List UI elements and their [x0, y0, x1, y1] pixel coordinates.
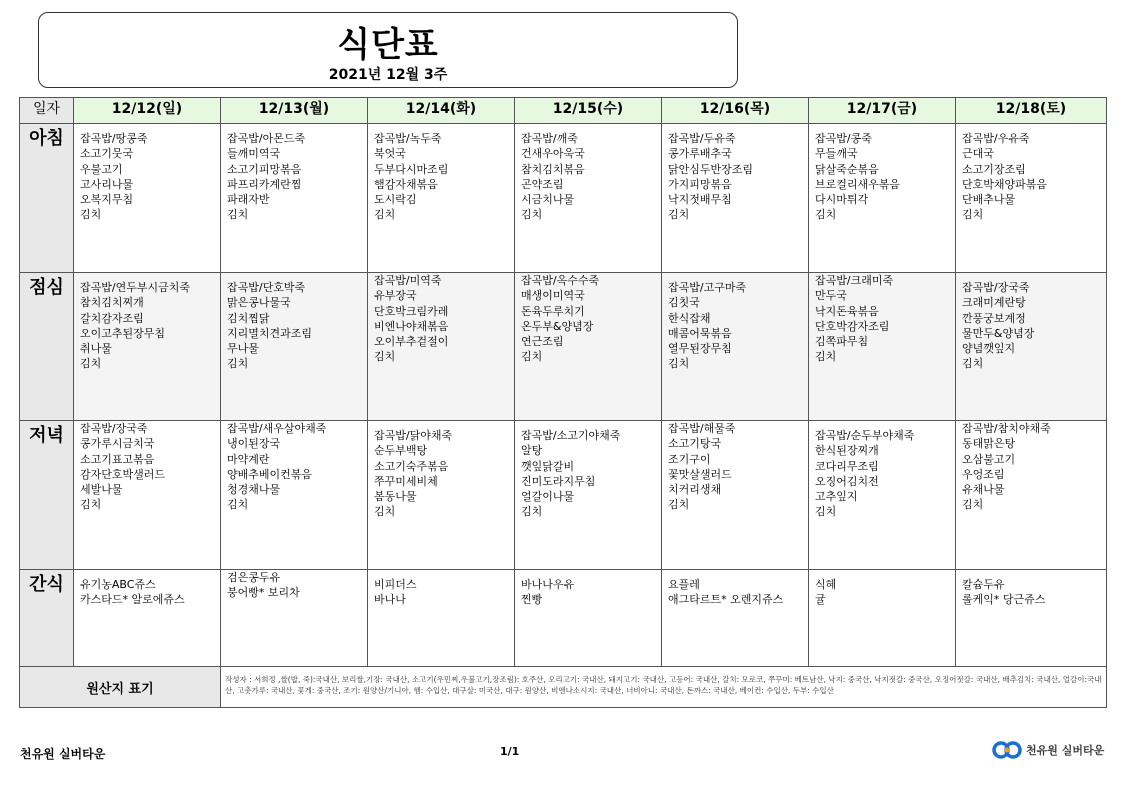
menu-item: 잡곡밥/닭야채죽 — [374, 429, 453, 442]
date-corner-label: 일자 — [20, 98, 74, 124]
menu-item: 바나나우유 — [521, 578, 575, 591]
menu-item: 잡곡밥/깨죽 — [521, 132, 578, 145]
menu-item: 참치김치찌개 — [80, 296, 144, 310]
menu-item: 유채나물 — [962, 483, 1005, 497]
menu-item: 파래자반 — [227, 193, 270, 207]
lunch-row — [20, 273, 1107, 421]
breakfast-row — [20, 124, 1107, 273]
menu-cell — [662, 570, 809, 667]
page-number: 1/1 — [500, 745, 520, 758]
menu-item: 잡곡밥/콩죽 — [815, 132, 872, 145]
menu-item: 소고기뭇국 — [80, 147, 134, 161]
menu-item: 무들깨국 — [815, 147, 858, 161]
menu-item: 오이부추겉절이 — [374, 335, 449, 349]
menu-item: 한식잡채 — [668, 311, 711, 325]
menu-item: 닭살죽순볶음 — [815, 162, 879, 176]
menu-cell — [221, 124, 368, 273]
menu-item: 우엉조림 — [962, 467, 1005, 481]
menu-item: 김치 — [374, 208, 396, 222]
menu-item: 돈육두루치기 — [521, 304, 585, 318]
menu-item: 한식된장찌개 — [815, 444, 879, 458]
menu-item: 매콤어묵볶음 — [668, 326, 732, 340]
menu-item: 잡곡밥/녹두죽 — [374, 132, 442, 145]
menu-item: 도시락김 — [374, 193, 417, 207]
menu-cell — [809, 273, 956, 421]
menu-item: 잡곡밥/고구마죽 — [668, 281, 747, 294]
menu-item: 잡곡밥/우유죽 — [962, 132, 1030, 145]
menu-item: 단호박채양파볶음 — [962, 177, 1048, 191]
menu-item: 치커리생채 — [668, 483, 722, 497]
menu-item: 잡곡밥/순두부야채죽 — [815, 429, 915, 442]
menu-cell — [221, 421, 368, 570]
menu-item: 얼갈이나물 — [521, 490, 575, 504]
menu-cell — [74, 124, 221, 273]
menu-item: 세발나물 — [80, 483, 123, 497]
menu-item: 들깨미역국 — [227, 147, 281, 161]
menu-item: 김치 — [227, 498, 249, 512]
menu-item: 유부장국 — [374, 289, 417, 303]
menu-cell — [956, 273, 1107, 421]
menu-item: 매생이미역국 — [521, 289, 585, 303]
menu-item: 바나나 — [374, 593, 406, 607]
title-box — [38, 12, 738, 88]
origin-text: 작성자 : 서희정 ,쌀(밥, 죽):국내산, 보리쌀,기장: 국내산, 소고기(우민찌,우불고기,장조림): 호주산, 오리고기: 국내산, 돼지고기: 국내산, 고등어: 국내산, 갈치: 모로코, 쭈꾸미: 베트남산, 낙지: 중국산, 낙지젓갈: 중국산, 오징어젓갈: 국내산, 배추김치: 국내산, 얼갈이:국내산, 고춧가루: 국내산, 꽃게: 중국산, 조기: 원양산/기니아, 햄: 수입산, 대구살: 미국산, 대구: 원양산, 비엔나소시지: 국내산, 너비아니: 국내산, 돈까스: 국내산, 베이컨: 수입산, 두부: 수입산 — [221, 667, 1107, 708]
logo-text: 천유원 실버타운 — [1026, 744, 1105, 757]
menu-item: 잡곡밥/새우살야채죽 — [227, 422, 327, 435]
menu-cell — [956, 124, 1107, 273]
menu-item: 잡곡밥/두유죽 — [668, 132, 736, 145]
menu-item: 곤약조림 — [521, 177, 564, 191]
menu-item: 다시마튀각 — [815, 193, 869, 207]
meal-label: 아침 — [20, 124, 74, 273]
origin-row — [20, 667, 1107, 708]
menu-item: 조기구이 — [668, 452, 711, 466]
menu-item: 김치 — [521, 350, 543, 364]
meal-label: 점심 — [20, 273, 74, 421]
menu-item: 깐풍궁보계정 — [962, 311, 1026, 325]
menu-item: 물만두&양념장 — [962, 326, 1035, 340]
menu-cell — [74, 273, 221, 421]
menu-item: 붕어빵* 보리차 — [227, 586, 300, 600]
menu-item: 알탕 — [521, 444, 543, 458]
menu-item: 햄감자채볶음 — [374, 177, 438, 191]
menu-item: 만두국 — [815, 289, 847, 303]
menu-item: 김치 — [962, 208, 984, 222]
menu-item: 김치 — [227, 208, 249, 222]
menu-item: 잡곡밥/장국죽 — [962, 281, 1030, 294]
menu-item: 김치 — [962, 498, 984, 512]
menu-item: 코다리무조림 — [815, 459, 879, 473]
menu-item: 소고기표고볶음 — [80, 452, 155, 466]
menu-cell — [368, 273, 515, 421]
menu-item: 김치찜닭 — [227, 311, 270, 325]
menu-item: 단호박감자조림 — [815, 319, 890, 333]
menu-item: 롤케익* 당근쥬스 — [962, 593, 1046, 607]
menu-cell — [956, 421, 1107, 570]
menu-item: 소고기장조림 — [962, 162, 1026, 176]
footer-logo — [992, 737, 1104, 763]
menu-item: 온두부&양념장 — [521, 319, 594, 333]
menu-item: 잡곡밥/단호박죽 — [227, 281, 306, 294]
menu-item: 동태맑은탕 — [962, 437, 1016, 451]
menu-item: 잡곡밥/연두부시금치죽 — [80, 281, 190, 294]
menu-item: 쭈꾸미세비체 — [374, 474, 438, 488]
menu-item: 잡곡밥/미역죽 — [374, 274, 442, 287]
menu-item: 김치 — [227, 357, 249, 371]
menu-item: 김치 — [668, 208, 690, 222]
menu-item: 근대국 — [962, 147, 994, 161]
menu-item: 잡곡밥/아몬드죽 — [227, 132, 306, 145]
menu-item: 연근조림 — [521, 335, 564, 349]
menu-item: 무나물 — [227, 342, 259, 356]
meal-label: 저녁 — [20, 421, 74, 570]
menu-item: 김치 — [668, 498, 690, 512]
menu-item: 검은콩두유 — [227, 571, 281, 584]
menu-item: 식혜 — [815, 578, 837, 591]
day-header: 12/18(토) — [956, 98, 1107, 124]
menu-item: 양배추베이컨볶음 — [227, 467, 313, 481]
menu-cell — [809, 570, 956, 667]
menu-item: 김치 — [521, 505, 543, 519]
week-subtitle: 2021년 12월 3주 — [328, 67, 448, 83]
menu-item: 김치 — [521, 208, 543, 222]
menu-item: 김치 — [815, 505, 837, 519]
menu-cell — [515, 273, 662, 421]
menu-item: 오이고추된장무침 — [80, 326, 166, 340]
menu-cell — [662, 421, 809, 570]
menu-cell — [662, 124, 809, 273]
menu-item: 브로컬리새우볶음 — [815, 177, 901, 191]
menu-item: 오복지무침 — [80, 193, 134, 207]
menu-cell — [368, 570, 515, 667]
day-header: 12/15(수) — [515, 98, 662, 124]
menu-cell — [368, 421, 515, 570]
menu-item: 파프리카계란찜 — [227, 177, 302, 191]
menu-item: 순두부백탕 — [374, 444, 428, 458]
menu-item: 마약계란 — [227, 452, 270, 466]
menu-item: 김치 — [374, 505, 396, 519]
menu-item: 두부다시마조림 — [374, 162, 449, 176]
menu-item: 지리멸치견과조림 — [227, 326, 313, 340]
menu-item: 김치 — [80, 498, 102, 512]
menu-item: 김칫국 — [668, 296, 700, 310]
dinner-row — [20, 421, 1107, 570]
menu-item: 김치 — [374, 350, 396, 364]
day-header: 12/12(일) — [74, 98, 221, 124]
page-title: 식단표 — [337, 25, 439, 65]
day-header: 12/16(목) — [662, 98, 809, 124]
menu-cell — [74, 570, 221, 667]
menu-item: 감자단호박샐러드 — [80, 467, 166, 481]
menu-item: 비엔나야채볶음 — [374, 319, 449, 333]
day-header: 12/17(금) — [809, 98, 956, 124]
menu-item: 깻잎닭갈비 — [521, 459, 575, 473]
menu-item: 잡곡밥/장국죽 — [80, 422, 148, 435]
menu-item: 잡곡밥/땅콩죽 — [80, 132, 148, 145]
menu-cell — [221, 570, 368, 667]
menu-item: 소고기숙주볶음 — [374, 459, 449, 473]
footer-org-name: 천유원 실버타운 — [20, 747, 106, 761]
menu-item: 단호박크림카레 — [374, 304, 449, 318]
menu-item: 찐빵 — [521, 593, 543, 607]
menu-item: 김치 — [668, 357, 690, 371]
menu-item: 잡곡밥/크래미죽 — [815, 274, 894, 287]
menu-item: 콩가루시금치국 — [80, 437, 155, 451]
menu-cell — [221, 273, 368, 421]
menu-item: 시금치나물 — [521, 193, 575, 207]
menu-cell — [515, 570, 662, 667]
menu-cell — [956, 570, 1107, 667]
day-header-row — [20, 98, 1107, 124]
menu-item: 참치김치볶음 — [521, 162, 585, 176]
meal-schedule-table — [19, 97, 1107, 708]
menu-item: 닭안심두반장조림 — [668, 162, 754, 176]
menu-item: 열무된장무침 — [668, 342, 732, 356]
menu-item: 카스타드* 알로에쥬스 — [80, 593, 185, 607]
menu-item: 갈치감자조림 — [80, 311, 144, 325]
menu-item: 잡곡밥/해물죽 — [668, 422, 736, 435]
menu-cell — [809, 124, 956, 273]
menu-item: 애그타르트* 오렌지쥬스 — [668, 593, 784, 607]
menu-cell — [368, 124, 515, 273]
meal-label: 간식 — [20, 570, 74, 667]
menu-item: 양념깻잎지 — [962, 342, 1016, 356]
menu-cell — [74, 421, 221, 570]
menu-item: 꽃맛살샐러드 — [668, 467, 732, 481]
menu-cell — [515, 124, 662, 273]
menu-item: 우불고기 — [80, 162, 123, 176]
menu-item: 고사리나물 — [80, 177, 134, 191]
menu-item: 잡곡밥/소고기야채죽 — [521, 429, 621, 442]
menu-item: 북엇국 — [374, 147, 406, 161]
menu-item: 취나물 — [80, 342, 112, 356]
day-header: 12/13(월) — [221, 98, 368, 124]
menu-item: 가지피망볶음 — [668, 177, 732, 191]
menu-item: 봄동나물 — [374, 490, 417, 504]
menu-item: 칼슘두유 — [962, 578, 1005, 591]
menu-item: 오징어김치전 — [815, 474, 879, 488]
menu-item: 유기농ABC쥬스 — [80, 578, 156, 591]
menu-item: 건새우아욱국 — [521, 147, 585, 161]
menu-cell — [662, 273, 809, 421]
menu-item: 비피더스 — [374, 578, 417, 591]
menu-item: 크래미계란탕 — [962, 296, 1026, 310]
menu-item: 낙지돈육볶음 — [815, 304, 879, 318]
menu-item: 오삼불고기 — [962, 452, 1016, 466]
menu-item: 낙지젓배무침 — [668, 193, 732, 207]
menu-item: 잡곡밥/옥수수죽 — [521, 274, 600, 287]
cheonyuwon-logo-icon — [992, 739, 1024, 761]
menu-item: 잡곡밥/참치야채죽 — [962, 422, 1051, 435]
menu-item: 고추잎지 — [815, 490, 858, 504]
menu-cell — [809, 421, 956, 570]
menu-item: 김쪽파무침 — [815, 335, 869, 349]
menu-item: 김치 — [815, 208, 837, 222]
menu-cell — [515, 421, 662, 570]
origin-label: 원산지 표기 — [20, 667, 221, 708]
menu-item: 냉이된장국 — [227, 437, 281, 451]
menu-item: 요플레 — [668, 578, 700, 591]
menu-item: 김치 — [962, 357, 984, 371]
menu-item: 귤 — [815, 593, 826, 607]
menu-item: 맑은콩나물국 — [227, 296, 291, 310]
menu-item: 김치 — [80, 208, 102, 222]
menu-item: 콩가루배추국 — [668, 147, 732, 161]
menu-item: 소고기탕국 — [668, 437, 722, 451]
menu-item: 김치 — [80, 357, 102, 371]
day-header: 12/14(화) — [368, 98, 515, 124]
menu-item: 청경채나물 — [227, 483, 281, 497]
menu-item: 소고기피망볶음 — [227, 162, 302, 176]
menu-item: 단배추나물 — [962, 193, 1016, 207]
menu-item: 진미도라지무침 — [521, 474, 596, 488]
menu-item: 김치 — [815, 350, 837, 364]
snack-row — [20, 570, 1107, 667]
